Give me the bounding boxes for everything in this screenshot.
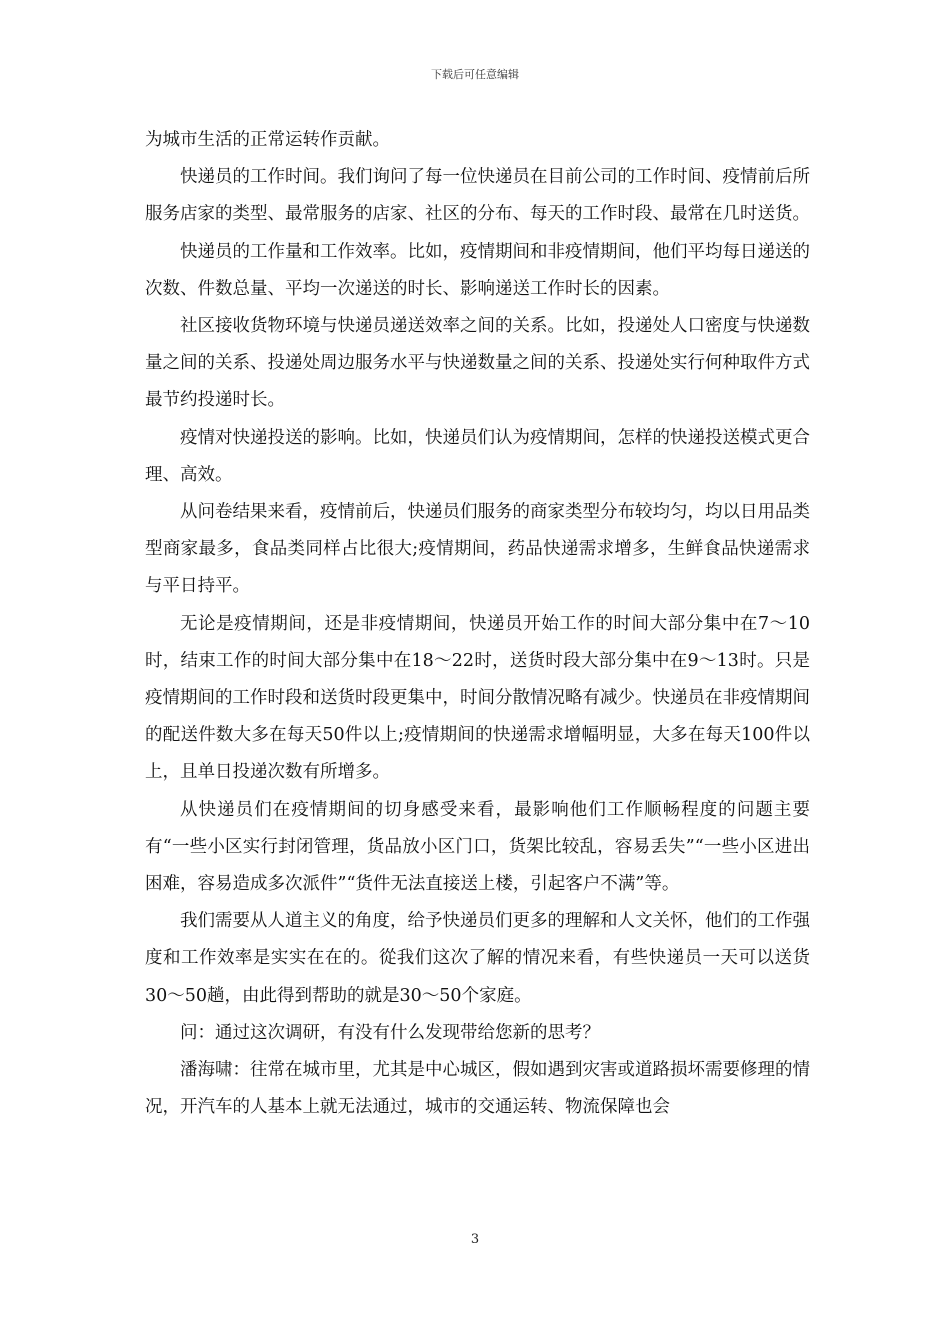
paragraph-7: 无论是疫情期间，还是非疫情期间，快递员开始工作的时间大部分集中在7～10时，结束工作的时间大部分集中在18～22时，送货时段大部分集中在9～13时。只是疫情期间的工作时段和送货时段更集中，时间分散情况略有减少。快递员在非疫情期间的配送件数大多在每天50件以上;疫情期间的快递需求增幅明显，大多在每天100件以上，且单日投递次数有所增多。 <box>145 613 810 783</box>
paragraph-10: 问：通过这次调研，有没有什么发现带给您新的思考？ <box>180 1022 600 1043</box>
paragraph-9: 我们需要从人道主义的角度，给予快递员们更多的理解和人文关怀，他们的工作强度和工作效率是实实在在的。從我们这次了解的情况来看，有些快递员一天可以送货30～50趟，由此得到帮助的就是30～50个家庭。 <box>145 911 810 1006</box>
body-text <box>145 122 810 1126</box>
paragraph-5: 疫情对快递投送的影响。比如，快递员们认为疫情期间，怎样的快递投送模式更合理、高效。 <box>145 427 810 485</box>
page-header: 下载后可任意编辑 <box>431 68 519 81</box>
paragraph-6: 从问卷结果来看，疫情前后，快递员们服务的商家类型分布较均匀，均以日用品类型商家最多，食品类同样占比很大;疫情期间，药品快递需求增多，生鲜食品快递需求与平日持平。 <box>145 502 810 597</box>
paragraph-2: 快递员的工作时间。我们询问了每一位快递员在目前公司的工作时间、疫情前后所服务店家的类型、最常服务的店家、社区的分布、每天的工作时段、最常在几时送货。 <box>145 167 810 225</box>
paragraph-3: 快递员的工作量和工作效率。比如，疫情期间和非疫情期间，他们平均每日递送的次数、件数总量、平均一次递送的时长、影响递送工作时长的因素。 <box>145 241 810 299</box>
paragraph-4: 社区接收货物环境与快递员递送效率之间的关系。比如，投递处人口密度与快递数量之间的关系、投递处周边服务水平与快递数量之间的关系、投递处实行何种取件方式最节约投递时长。 <box>145 316 810 411</box>
paragraph-8: 从快递员们在疫情期间的切身感受来看，最影响他们工作顺畅程度的问题主要有“一些小区实行封闭管理，货品放小区门口，货架比较乱，容易丢失”“一些小区进出困难，容易造成多次派件”“货件无法直接送上楼，引起客户不满”等。 <box>145 799 810 895</box>
paragraph-11: 潘海啸：往常在城市里，尤其是中心城区，假如遇到灾害或道路损坏需要修理的情况，开汽车的人基本上就无法通过，城市的交通运转、物流保障也会 <box>145 1060 810 1118</box>
page-number: 3 <box>470 1232 480 1247</box>
paragraph-1: 为城市生活的正常运转作贡献。 <box>145 130 390 150</box>
